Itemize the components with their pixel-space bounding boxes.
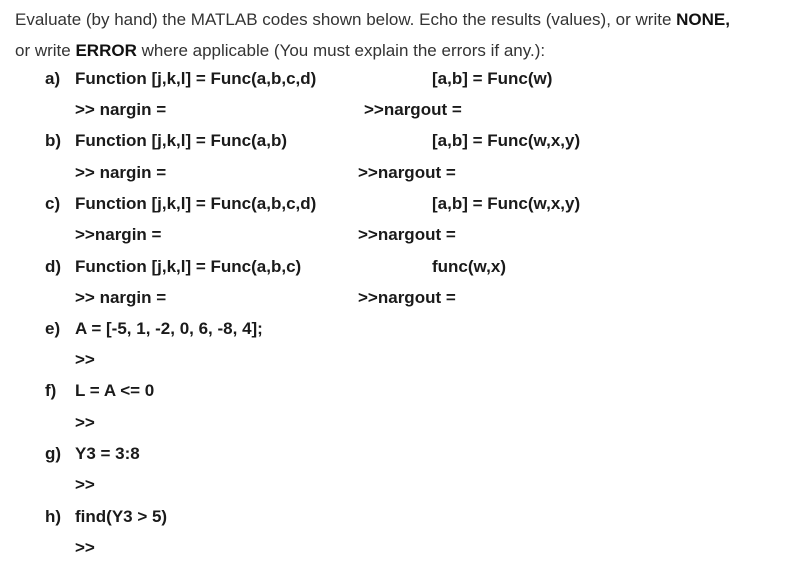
nargin-prompt: >> nargin = bbox=[75, 288, 167, 307]
question-marker: b) bbox=[45, 131, 62, 150]
question-f-answer bbox=[0, 407, 801, 438]
none-keyword: NONE, bbox=[676, 10, 730, 29]
error-keyword: ERROR bbox=[75, 41, 137, 60]
function-definition: Function [j,k,l] = Func(a,b) bbox=[75, 131, 288, 150]
question-marker: c) bbox=[45, 194, 61, 213]
question-marker: d) bbox=[45, 257, 62, 276]
question-marker: h) bbox=[45, 507, 62, 526]
function-definition: Function [j,k,l] = Func(a,b,c,d) bbox=[75, 194, 317, 213]
function-call: [a,b] = Func(w,x,y) bbox=[432, 194, 581, 213]
question-c-answers bbox=[0, 219, 801, 250]
question-d-definition bbox=[0, 251, 801, 282]
instructions-line-1-text: Evaluate (by hand) the MATLAB codes shown below. Echo the results (values), or write bbox=[15, 10, 677, 29]
function-definition: Function [j,k,l] = Func(a,b,c,d) bbox=[75, 69, 317, 88]
question-a-answers bbox=[0, 94, 801, 125]
nargout-prompt: >>nargout = bbox=[358, 225, 456, 244]
nargin-prompt: >> nargin = bbox=[75, 100, 167, 119]
question-g-statement bbox=[0, 438, 801, 469]
question-b-definition bbox=[0, 125, 801, 156]
nargin-prompt: >> nargin = bbox=[75, 163, 167, 182]
answer-prompt: >> bbox=[75, 475, 95, 494]
answer-prompt: >> bbox=[75, 538, 95, 557]
function-definition: Function [j,k,l] = Func(a,b,c) bbox=[75, 257, 302, 276]
question-d-answers bbox=[0, 282, 801, 313]
question-marker: g) bbox=[45, 444, 62, 463]
matlab-statement: find(Y3 > 5) bbox=[75, 507, 168, 526]
matlab-statement: Y3 = 3:8 bbox=[75, 444, 140, 463]
instructions-line-2 bbox=[15, 35, 795, 66]
instructions-line-2-text: or write bbox=[15, 41, 76, 60]
question-h-answer bbox=[0, 532, 801, 563]
nargout-prompt: >>nargout = bbox=[364, 100, 462, 119]
matlab-statement: L = A <= 0 bbox=[75, 381, 155, 400]
instructions-line-2-tail: where applicable (You must explain the errors if any.): bbox=[136, 41, 546, 60]
question-e-answer bbox=[0, 344, 801, 375]
question-b-answers bbox=[0, 157, 801, 188]
question-h-statement bbox=[0, 501, 801, 532]
question-f-statement bbox=[0, 375, 801, 406]
instructions-line-1 bbox=[15, 4, 795, 35]
matlab-statement: A = [-5, 1, -2, 0, 6, -8, 4]; bbox=[75, 319, 263, 338]
function-call: func(w,x) bbox=[432, 257, 506, 276]
question-g-answer bbox=[0, 469, 801, 500]
nargout-prompt: >>nargout = bbox=[358, 288, 456, 307]
answer-prompt: >> bbox=[75, 350, 95, 369]
function-call: [a,b] = Func(w) bbox=[432, 69, 553, 88]
answer-prompt: >> bbox=[75, 413, 95, 432]
instructions bbox=[15, 4, 795, 66]
question-marker: a) bbox=[45, 69, 61, 88]
function-call: [a,b] = Func(w,x,y) bbox=[432, 131, 581, 150]
question-marker: f) bbox=[45, 381, 57, 400]
nargin-prompt: >>nargin = bbox=[75, 225, 162, 244]
question-c-definition bbox=[0, 188, 801, 219]
question-e-statement bbox=[0, 313, 801, 344]
question-marker: e) bbox=[45, 319, 61, 338]
question-a-definition bbox=[0, 63, 801, 94]
nargout-prompt: >>nargout = bbox=[358, 163, 456, 182]
